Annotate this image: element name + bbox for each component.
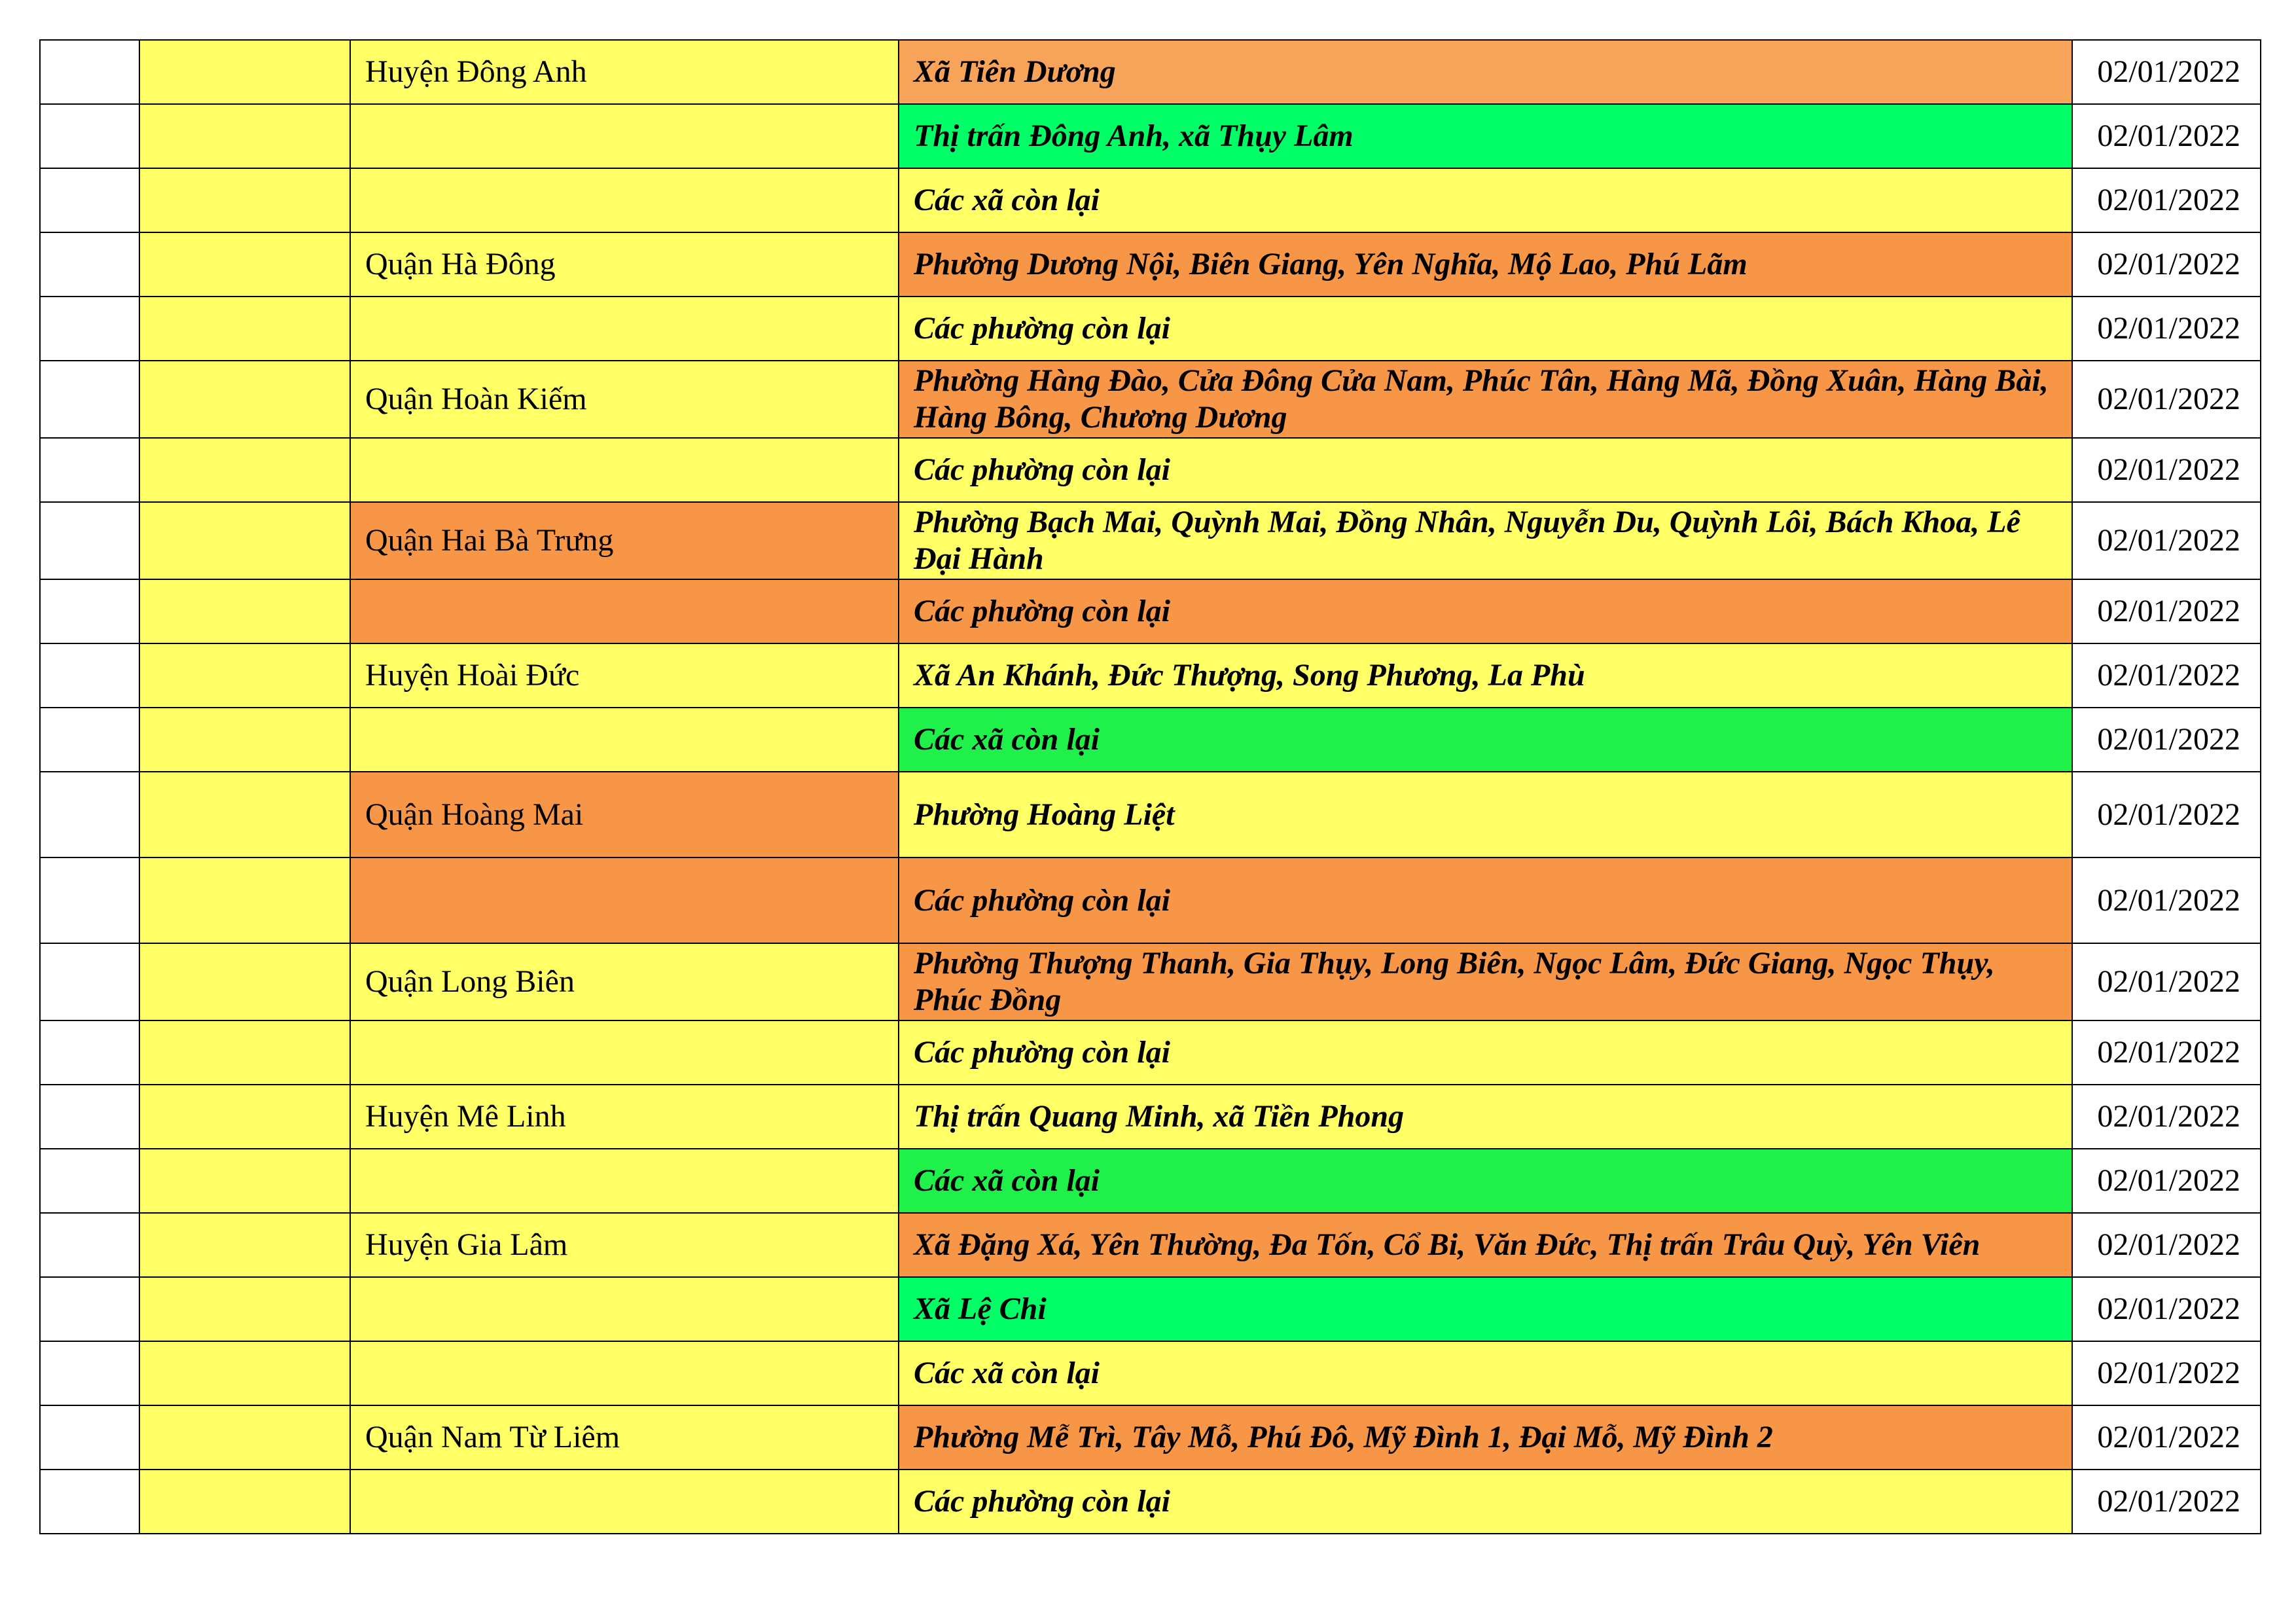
cell-province [139,361,350,438]
cell-area: Các xã còn lại [899,1341,2072,1405]
cell-province [139,1470,350,1534]
cell-province [139,772,350,857]
cell-area: Thị trấn Quang Minh, xã Tiền Phong [899,1085,2072,1149]
cell-province [139,943,350,1020]
cell-date: 02/01/2022 [2072,943,2261,1020]
cell-stt [40,104,139,168]
cell-stt [40,40,139,104]
table-row [40,1085,2261,1149]
cell-stt [40,1020,139,1085]
cell-date: 02/01/2022 [2072,1085,2261,1149]
cell-district: Huyện Mê Linh [350,1085,899,1149]
cell-area: Phường Bạch Mai, Quỳnh Mai, Đồng Nhân, Nguyễn Du, Quỳnh Lôi, Bách Khoa, Lê Đại Hành [899,502,2072,579]
table-row [40,361,2261,438]
cell-stt [40,857,139,943]
cell-district [350,1277,899,1341]
cell-date: 02/01/2022 [2072,1470,2261,1534]
cell-province [139,104,350,168]
cell-province [139,857,350,943]
cell-date: 02/01/2022 [2072,1277,2261,1341]
cell-stt [40,1277,139,1341]
table-row [40,1213,2261,1277]
cell-province [139,1213,350,1277]
table-row [40,1405,2261,1470]
cell-stt [40,168,139,232]
cell-area: Phường Thượng Thanh, Gia Thụy, Long Biên, Ngọc Lâm, Đức Giang, Ngọc Thụy, Phúc Đồng [899,943,2072,1020]
cell-date: 02/01/2022 [2072,438,2261,502]
table-row [40,297,2261,361]
cell-district: Quận Hoàng Mai [350,772,899,857]
cell-province [139,502,350,579]
cell-date: 02/01/2022 [2072,40,2261,104]
cell-date: 02/01/2022 [2072,502,2261,579]
table-row [40,857,2261,943]
table-row [40,772,2261,857]
cell-province [139,1405,350,1470]
cell-district [350,857,899,943]
table-row [40,643,2261,708]
cell-district: Quận Long Biên [350,943,899,1020]
cell-area: Các xã còn lại [899,1149,2072,1213]
cell-province [139,579,350,643]
cell-area: Các phường còn lại [899,1470,2072,1534]
cell-date: 02/01/2022 [2072,857,2261,943]
cell-stt [40,1213,139,1277]
cell-area: Phường Hoàng Liệt [899,772,2072,857]
table-row [40,1149,2261,1213]
cell-date: 02/01/2022 [2072,232,2261,297]
cell-date: 02/01/2022 [2072,297,2261,361]
cell-area: Các phường còn lại [899,297,2072,361]
cell-stt [40,1341,139,1405]
cell-district [350,104,899,168]
cell-province [139,168,350,232]
cell-area: Các xã còn lại [899,168,2072,232]
cell-district [350,438,899,502]
cell-date: 02/01/2022 [2072,772,2261,857]
cell-district: Huyện Gia Lâm [350,1213,899,1277]
table-row [40,1341,2261,1405]
cell-area: Xã Tiên Dương [899,40,2072,104]
cell-area: Các phường còn lại [899,438,2072,502]
table-row [40,1020,2261,1085]
cell-date: 02/01/2022 [2072,708,2261,772]
cell-district [350,1470,899,1534]
cell-stt [40,1149,139,1213]
cell-district [350,1020,899,1085]
cell-date: 02/01/2022 [2072,168,2261,232]
cell-district: Quận Hoàn Kiếm [350,361,899,438]
cell-district [350,297,899,361]
cell-stt [40,579,139,643]
cell-date: 02/01/2022 [2072,361,2261,438]
cell-stt [40,361,139,438]
cell-district [350,708,899,772]
cell-area: Phường Mễ Trì, Tây Mỗ, Phú Đô, Mỹ Đình 1, Đại Mỗ, Mỹ Đình 2 [899,1405,2072,1470]
cell-stt [40,708,139,772]
cell-province [139,643,350,708]
table-body [40,40,2261,1534]
table-row [40,943,2261,1020]
table-row [40,40,2261,104]
cell-province [139,297,350,361]
cell-date: 02/01/2022 [2072,104,2261,168]
cell-province [139,40,350,104]
cell-district: Huyện Đông Anh [350,40,899,104]
table-row [40,104,2261,168]
cell-province [139,708,350,772]
cell-stt [40,1085,139,1149]
cell-province [139,232,350,297]
risk-level-table [39,39,2261,1534]
cell-area: Xã Đặng Xá, Yên Thường, Đa Tốn, Cổ Bi, Văn Đức, Thị trấn Trâu Quỳ, Yên Viên [899,1213,2072,1277]
cell-district [350,168,899,232]
table-row [40,1470,2261,1534]
cell-date: 02/01/2022 [2072,1149,2261,1213]
table-row [40,168,2261,232]
cell-date: 02/01/2022 [2072,643,2261,708]
cell-date: 02/01/2022 [2072,1405,2261,1470]
cell-province [139,1341,350,1405]
cell-area: Thị trấn Đông Anh, xã Thụy Lâm [899,104,2072,168]
cell-area: Các phường còn lại [899,579,2072,643]
table-row [40,438,2261,502]
cell-stt [40,502,139,579]
cell-area: Các xã còn lại [899,708,2072,772]
table-row [40,232,2261,297]
cell-province [139,1020,350,1085]
cell-province [139,1149,350,1213]
cell-province [139,1085,350,1149]
cell-stt [40,232,139,297]
cell-stt [40,772,139,857]
cell-stt [40,297,139,361]
cell-district [350,1149,899,1213]
cell-area: Phường Dương Nội, Biên Giang, Yên Nghĩa, Mộ Lao, Phú Lãm [899,232,2072,297]
table-row [40,579,2261,643]
cell-province [139,438,350,502]
cell-stt [40,1405,139,1470]
cell-district: Quận Hà Đông [350,232,899,297]
cell-stt [40,943,139,1020]
cell-date: 02/01/2022 [2072,579,2261,643]
cell-date: 02/01/2022 [2072,1020,2261,1085]
cell-district: Huyện Hoài Đức [350,643,899,708]
cell-area: Xã An Khánh, Đức Thượng, Song Phương, La Phù [899,643,2072,708]
cell-district: Quận Hai Bà Trưng [350,502,899,579]
table-row [40,502,2261,579]
cell-district: Quận Nam Từ Liêm [350,1405,899,1470]
cell-province [139,1277,350,1341]
cell-area: Các phường còn lại [899,1020,2072,1085]
table-row [40,708,2261,772]
cell-date: 02/01/2022 [2072,1341,2261,1405]
cell-area: Các phường còn lại [899,857,2072,943]
cell-stt [40,643,139,708]
cell-date: 02/01/2022 [2072,1213,2261,1277]
cell-area: Xã Lệ Chi [899,1277,2072,1341]
cell-district [350,1341,899,1405]
cell-district [350,579,899,643]
cell-area: Phường Hàng Đào, Cửa Đông Cửa Nam, Phúc Tân, Hàng Mã, Đồng Xuân, Hàng Bài, Hàng Bông, Chương Dương [899,361,2072,438]
cell-stt [40,438,139,502]
cell-stt [40,1470,139,1534]
table-row [40,1277,2261,1341]
